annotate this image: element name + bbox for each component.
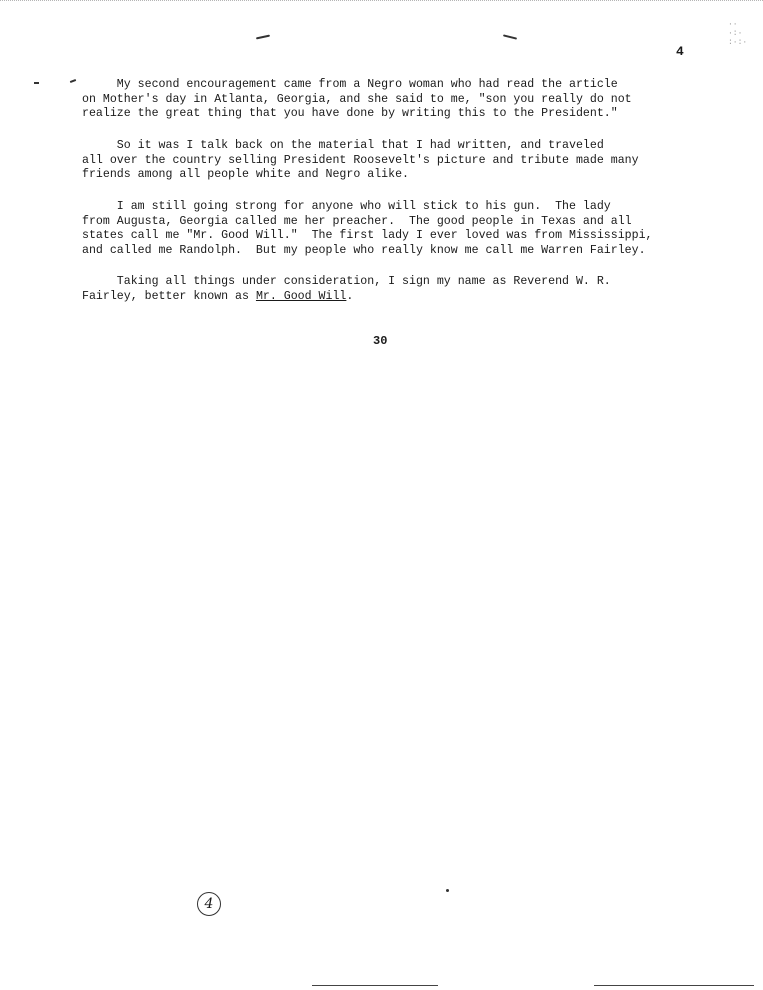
paragraph-still-going [82,200,692,258]
center-page-number: 30 [373,334,388,348]
paragraph-line: all over the country selling President Roosevelt's picture and tribute made many [82,153,639,167]
paragraph-line: My second encouragement came from a Negro woman who had read the article [82,78,618,91]
ink-smudge [256,35,270,40]
paragraph-line: and called me Randolph. But my people who really know me call me Warren Fairley. [82,243,646,257]
ink-smudge [34,82,39,84]
signature-name: Mr. Good Will [255,289,347,303]
top-edge-dots [0,0,763,3]
signature-prefix: Fairley, better known as [82,289,256,303]
bottom-edge-line [594,985,754,986]
ink-smudge [70,79,76,83]
paragraph-line: realize the great thing that you have done by writing this to the President." [82,107,618,120]
bottom-edge-line [312,985,438,986]
ink-smudge [503,34,517,39]
paragraph-line: on Mother's day in Atlanta, Georgia, and she said to me, "son you really do not [82,92,632,106]
circled-page-number: 4 [197,892,221,916]
paragraph-line: friends among all people white and Negro alike. [82,168,409,181]
paragraph-travel [82,139,692,183]
paragraph-signature [82,275,692,304]
paragraph-line: I am still going strong for anyone who will stick to his gun. The lady [82,200,611,213]
paragraph-encouragement [82,78,692,122]
corner-speckles: ·· ·:· :·:· [728,20,748,47]
page-number: 4 [676,44,684,59]
ink-smudge [446,889,449,892]
paragraph-line: states call me "Mr. Good Will." The first lady I ever loved was from Mississippi, [82,229,653,242]
paragraph-line: Taking all things under consideration, I sign my name as Reverend W. R. [82,275,611,288]
paragraph-line: from Augusta, Georgia called me her preacher. The good people in Texas and all [82,214,632,228]
signature-suffix: . [346,289,354,303]
paragraph-line: So it was I talk back on the material that I had written, and traveled [82,139,604,152]
